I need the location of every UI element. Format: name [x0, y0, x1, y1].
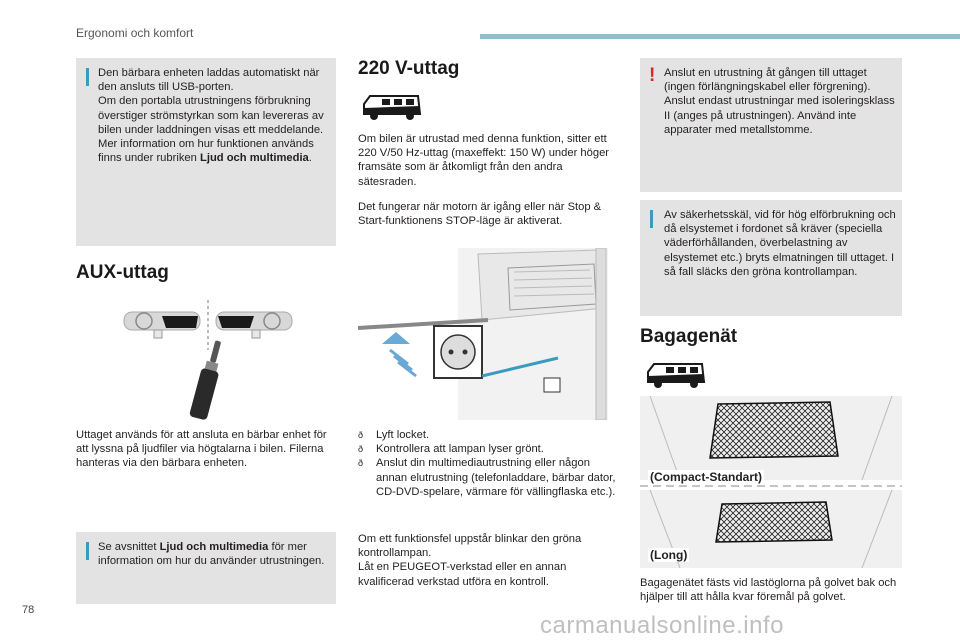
info-icon: [650, 210, 653, 228]
warning-note: [640, 58, 902, 192]
socket-p3: Om ett funktionsfel uppstår blinkar den gröna kontrollampan. Låt en PEUGEOT-verkstad eller en annan kvalificerad verkstad utföra en kontroll.: [358, 533, 582, 588]
aux-info-note: [76, 532, 336, 604]
step-item: ð Lyft locket.: [358, 428, 620, 442]
van-icon: [360, 92, 424, 122]
step-item: ð Anslut din multimediautrustning eller någon annan elutrustning (telefonladdare, bärbar dator, CD-DVD-spelare, värmare för vällingflaska etc.).: [358, 456, 620, 499]
warning-text: Anslut en utrustning åt gången till uttaget (ingen förlängningskabel eller förgrening). Anslut endast utrustningar med isoleringsklass II (anges på utrustningen). Använd inte apparater med metallstomme.: [664, 67, 895, 136]
aux-jack-illustration: [110, 296, 310, 422]
aux-note-post: för mer information om hur du använder utrustningen.: [98, 541, 325, 568]
right-panel-icon: [216, 312, 292, 338]
aux-body: Uttaget används för att ansluta en bärbar enhet för att lyssna på ljudfiler via högtalarna i bilen. Filerna hanteras via den bärbara enheten.: [76, 429, 327, 470]
net-body: Bagagenätet fästs vid lastöglorna på golvet bak och hjälper till att hålla kvar föremål på golvet.: [640, 577, 897, 604]
net-title: Bagagenät: [640, 326, 738, 347]
section-header: Ergonomi och komfort: [76, 26, 194, 40]
usb-note-text: [98, 66, 330, 165]
usb-note-post: .: [308, 152, 312, 165]
socket-steps: [358, 428, 620, 499]
jack-plug: [189, 339, 227, 421]
warning-icon: !: [649, 65, 656, 86]
page-number: 78: [22, 604, 35, 616]
socket-title: 220 V-uttag: [358, 58, 460, 79]
aux-note-pre: Se avsnittet: [98, 541, 160, 553]
safety-info-note: [640, 200, 902, 316]
van-icon: [644, 360, 708, 390]
info-icon: [86, 542, 89, 560]
info-icon: [86, 68, 89, 86]
usb-info-note: [76, 58, 336, 246]
aux-note-bold: Ljud och multimedia: [159, 541, 269, 553]
usb-note-pre: Den bärbara enheten laddas automatiskt när den ansluts till USB-porten. Om den portabla utrustningens förbrukning överstiger strömstyrkan som kan levereras av bilen under laddningen visas ett meddelande. Mer information om hur funktionen används finns under rubriken: [98, 67, 324, 165]
safety-text: Av säkerhetsskäl, vid för hög elförbrukning och då elsystemet i fordonet så kräver (speciella väderförhållanden, överbelastning av elsystemet etc.) bryts elmatningen till uttaget. I så fall släcks den gröna kontrollampan.: [664, 209, 896, 278]
socket-p2: Det fungerar när motorn är igång eller när Stop & Start-funktionens STOP-läge är aktiverat.: [358, 201, 602, 228]
socket-p1: Om bilen är utrustad med denna funktion, sitter ett 220 V/50 Hz-uttag (maxeffekt: 150 W) under höger framsäte som är åtkomligt från den andra sätesraden.: [358, 133, 610, 188]
usb-note-bold: Ljud och multimedia: [200, 152, 309, 165]
header-bar: [480, 34, 960, 39]
aux-note-text: [98, 540, 330, 568]
aux-title: AUX-uttag: [76, 262, 169, 283]
step-item: ð Kontrollera att lampan lyser grönt.: [358, 442, 620, 456]
watermark: carmanualsonline.info: [540, 612, 784, 639]
left-panel-icon: [124, 312, 200, 338]
net-label-long: (Long): [650, 548, 688, 562]
net-label-compact: (Compact-Standart): [650, 470, 763, 484]
socket-illustration: [358, 248, 620, 420]
